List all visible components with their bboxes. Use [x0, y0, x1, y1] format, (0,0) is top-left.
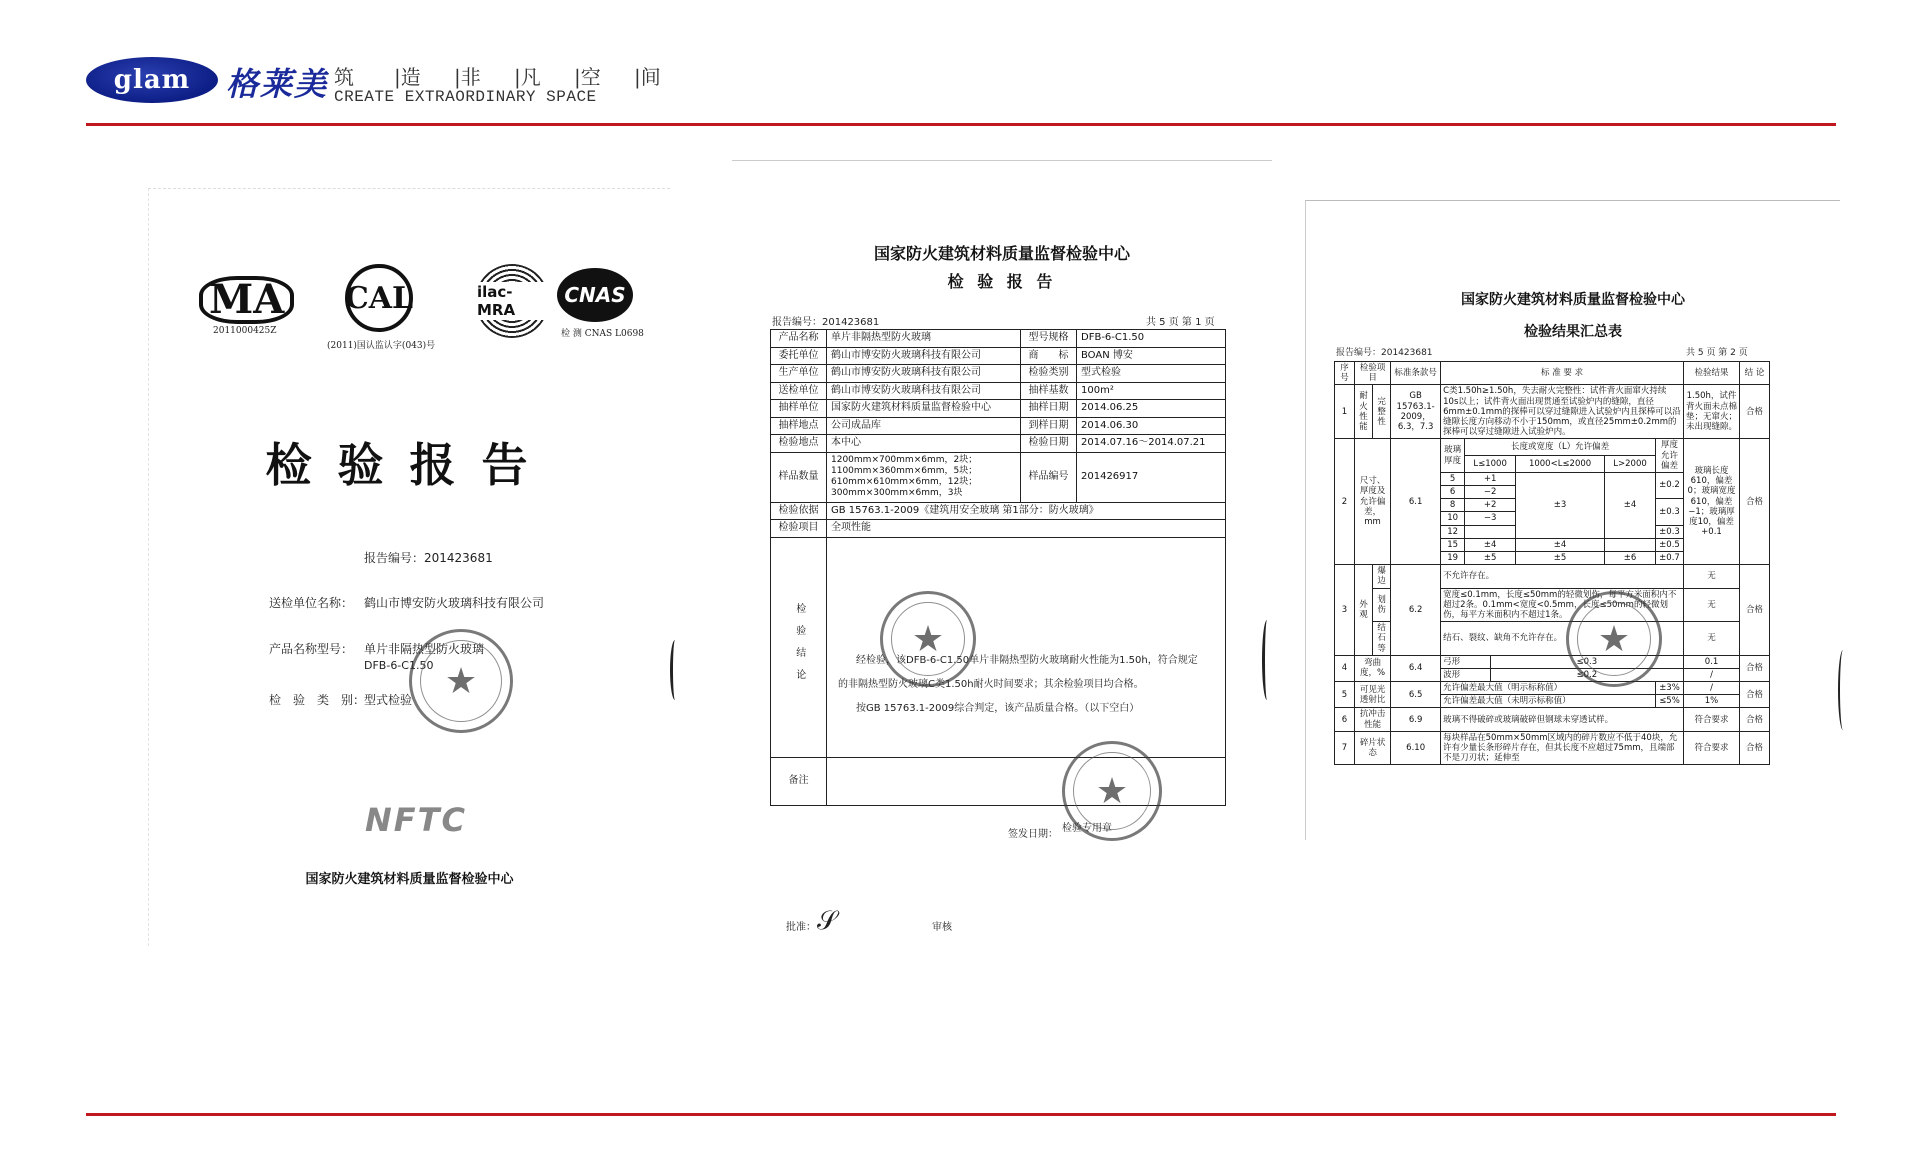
table-row: 4 弯曲度，% 6.4 弓形 ≤0.3 0.1 合格	[1335, 655, 1770, 668]
table-row: 3 外观 爆边 6.2 不允许存在。 无 合格	[1335, 565, 1770, 588]
footer-divider	[86, 1113, 1836, 1116]
table-row: 1 耐火性能 完整性 GB 15763.1-2009，6.3，7.3 C类1.50h≥1.50h，失去耐火完整性：试件背火面窜火持续10s以上；试件背火面出现贯通至试验炉内的缝隙，直径6mm±0.1mm的探棒可以穿过缝隙进入试验炉内且探棒可以沿缝隙长度方向移动不小于150mm，或直径25mm±0.2mm的探棒可以穿过缝隙进入试验炉内。 1.50h，试件背火面未点棉垫；无窜火；未出现缝隙。 合格	[1335, 385, 1770, 439]
table-row: 2 尺寸、厚度及允许偏差，mm 6.1 玻璃厚度 长度或宽度（L）允许偏差 厚度允许偏差 玻璃长度610，偏差0；玻璃宽度610，偏差−1；玻璃厚度10，偏差+0.1 合格	[1335, 439, 1770, 456]
table-row: 6 抗冲击性能 6.9 玻璃不得破碎或玻璃破碎但钢球未穿透试样。 符合要求 合格	[1335, 708, 1770, 731]
review-label: 审核	[932, 922, 952, 933]
field-label: 检 验 类 别：	[269, 693, 366, 707]
page-org-heading: 国家防火建筑材料质量监督检验中心	[1461, 292, 1685, 308]
table-row: 抽样单位 国家防火建筑材料质量监督检验中心 抽样日期 2014.06.25	[771, 400, 1226, 418]
slogan-char: 筑	[334, 65, 354, 89]
field-value: DFB-6-C1.50	[364, 659, 434, 672]
approve-label: 批准：	[786, 922, 816, 933]
table-row: 7 碎片状态 6.10 每块样品在50mm×50mm区域内的碎片数应不低于40块，允许有少量长条形碎片存在，但其长度不应超过75mm，且端部不是刀刃状；延伸至 符合要求 合格	[1335, 731, 1770, 765]
inspection-stamp: ★	[1062, 741, 1162, 841]
nftc-watermark: NFTC	[365, 801, 467, 839]
report-title: 检验报告	[265, 438, 554, 492]
table-row: 19 ±5 ±5 ±6 ±0.7	[1335, 552, 1770, 565]
table-row: L≤1000 1000<L≤2000 L>2000	[1335, 456, 1770, 473]
report-page-1-scan	[732, 160, 1272, 950]
report-number: 报告编号：201423681	[772, 317, 880, 328]
stamp-label: 检验专用章	[1062, 823, 1112, 834]
page-org-heading: 国家防火建筑材料质量监督检验中心	[873, 244, 1130, 263]
ilac-mra-label: ilac-MRA	[475, 282, 549, 320]
report-number: 报告编号：201423681	[1336, 348, 1433, 358]
table-row: 8 +2 ±0.3	[1335, 499, 1770, 512]
table-row: 送检单位 鹤山市博安防火玻璃科技有限公司 抽样基数 100m²	[771, 382, 1226, 400]
slogan-en: CREATE EXTRAORDINARY SPACE	[334, 88, 597, 106]
slogan-char: |间	[634, 65, 661, 89]
table-row: 结石等 结石、裂纹、缺角不允许存在。 无	[1335, 622, 1770, 656]
table-row: 12 ±0.3	[1335, 525, 1770, 538]
issuing-org: 国家防火建筑材料质量监督检验中心	[305, 872, 514, 887]
page-title: 检验结果汇总表	[1524, 324, 1622, 340]
table-row: 产品名称 单片非隔热型防火玻璃 型号规格 DFB-6-C1.50	[771, 330, 1226, 348]
table-row: 检验项目 全项性能	[771, 520, 1226, 538]
slogan-cn	[334, 61, 694, 90]
page-count: 共 5 页 第 1 页	[1146, 317, 1215, 328]
report-info-table	[770, 329, 1226, 806]
page-count: 共 5 页 第 2 页	[1686, 348, 1748, 358]
report-page-2-scan	[1305, 200, 1840, 840]
field-label: 产品名称型号：	[269, 642, 354, 656]
conclusion-line: 按GB 15763.1-2009综合判定，该产品质量合格。（以下空白）	[856, 703, 1140, 714]
cnas-logo: CNAS	[557, 268, 633, 322]
official-stamp: ★	[1566, 591, 1662, 687]
conclusion-line: 经检验，该DFB-6-C1.50单片非隔热型防火玻璃耐火性能为1.50h，符合规定	[856, 655, 1198, 666]
cma-logo: MA	[199, 276, 294, 324]
conclusion-line: 的非隔热型防火玻璃C类1.50h耐火时间要求；其余检验项目均合格。	[838, 679, 1144, 690]
field-label: 送检单位名称：	[269, 596, 354, 610]
results-summary-table	[1334, 361, 1770, 765]
signature-image: 𝒮	[817, 906, 838, 936]
page-title: 检 验 报 告	[947, 272, 1057, 291]
table-row: 允许偏差最大值（未明示标称值） ≤5% 1%	[1335, 695, 1770, 708]
cal-logo: CAL	[345, 264, 413, 332]
slogan-char: |空	[574, 65, 601, 89]
report-cover-scan	[148, 188, 670, 946]
table-row: 15 ±4 ±4 ±0.5	[1335, 538, 1770, 551]
table-row: 备注	[771, 757, 1226, 805]
ilac-mra-logo	[475, 264, 549, 338]
report-number: 报告编号：201423681	[364, 551, 493, 565]
table-row: 划伤 宽度≤0.1mm，长度≤50mm的轻微划伤，每平方米面积内不超过2条。0.1mm<宽度<0.5mm，长度≤50mm的轻微划伤，每平方米面积内不超过1条。 无	[1335, 588, 1770, 622]
table-row: 检验依据 GB 15763.1-2009《建筑用安全玻璃 第1部分：防火玻璃》	[771, 502, 1226, 520]
table-row: 10 −3	[1335, 512, 1770, 525]
table-row: 6 −2	[1335, 486, 1770, 499]
table-row: 波形 ≤0.2 /	[1335, 668, 1770, 681]
page-header	[86, 55, 1836, 125]
official-stamp: ★	[409, 629, 513, 733]
table-row: 检验结论	[771, 537, 1226, 757]
brand-cn-name: 格莱美	[226, 65, 329, 103]
table-row: 检验地点 本中心 检验日期 2014.07.16～2014.07.21	[771, 435, 1226, 453]
field-value: 单片非隔热型防火玻璃	[364, 642, 485, 656]
official-stamp: ★	[880, 591, 976, 687]
cal-caption: (2011)国认监认字(043)号	[327, 341, 436, 351]
field-value: 鹤山市博安防火玻璃科技有限公司	[364, 596, 545, 610]
slogan-char: |凡	[514, 65, 541, 89]
field-value: 型式检验	[364, 693, 413, 707]
table-row: 5 +1 ±3 ±4 ±0.2	[1335, 472, 1770, 485]
table-header-row: 序号 检验项目 标准条款号 标 准 要 求 检验结果 结 论	[1335, 362, 1770, 385]
table-row: 样品数量 1200mm×700mm×6mm，2块；1100mm×360mm×6mm，5块；610mm×610mm×6mm，12块；300mm×300mm×6mm，3块 样品编号 201426917	[771, 452, 1226, 502]
scan-edge-mark	[670, 640, 680, 700]
scan-edge-mark	[1838, 650, 1848, 730]
header-divider	[86, 123, 1836, 126]
certification-logos	[149, 264, 670, 354]
cnas-caption: 检 测 CNAS L0698	[561, 329, 644, 339]
table-row: 抽样地点 公司成品库 到样日期 2014.06.30	[771, 417, 1226, 435]
table-row: 委托单位 鹤山市博安防火玻璃科技有限公司 商 标 BOAN 博安	[771, 347, 1226, 365]
sign-date-label: 签发日期：	[1008, 829, 1058, 840]
cma-caption: 2011000425Z	[213, 326, 277, 336]
glam-logo: glam	[86, 57, 218, 103]
slogan-char: |造	[394, 65, 421, 89]
table-row: 生产单位 鹤山市博安防火玻璃科技有限公司 检验类别 型式检验	[771, 365, 1226, 383]
slogan-char: |非	[454, 65, 481, 89]
scan-edge-mark	[1262, 620, 1272, 700]
table-row: 5 可见光透射比 6.5 允许偏差最大值（明示标称值） ±3% / 合格	[1335, 682, 1770, 695]
